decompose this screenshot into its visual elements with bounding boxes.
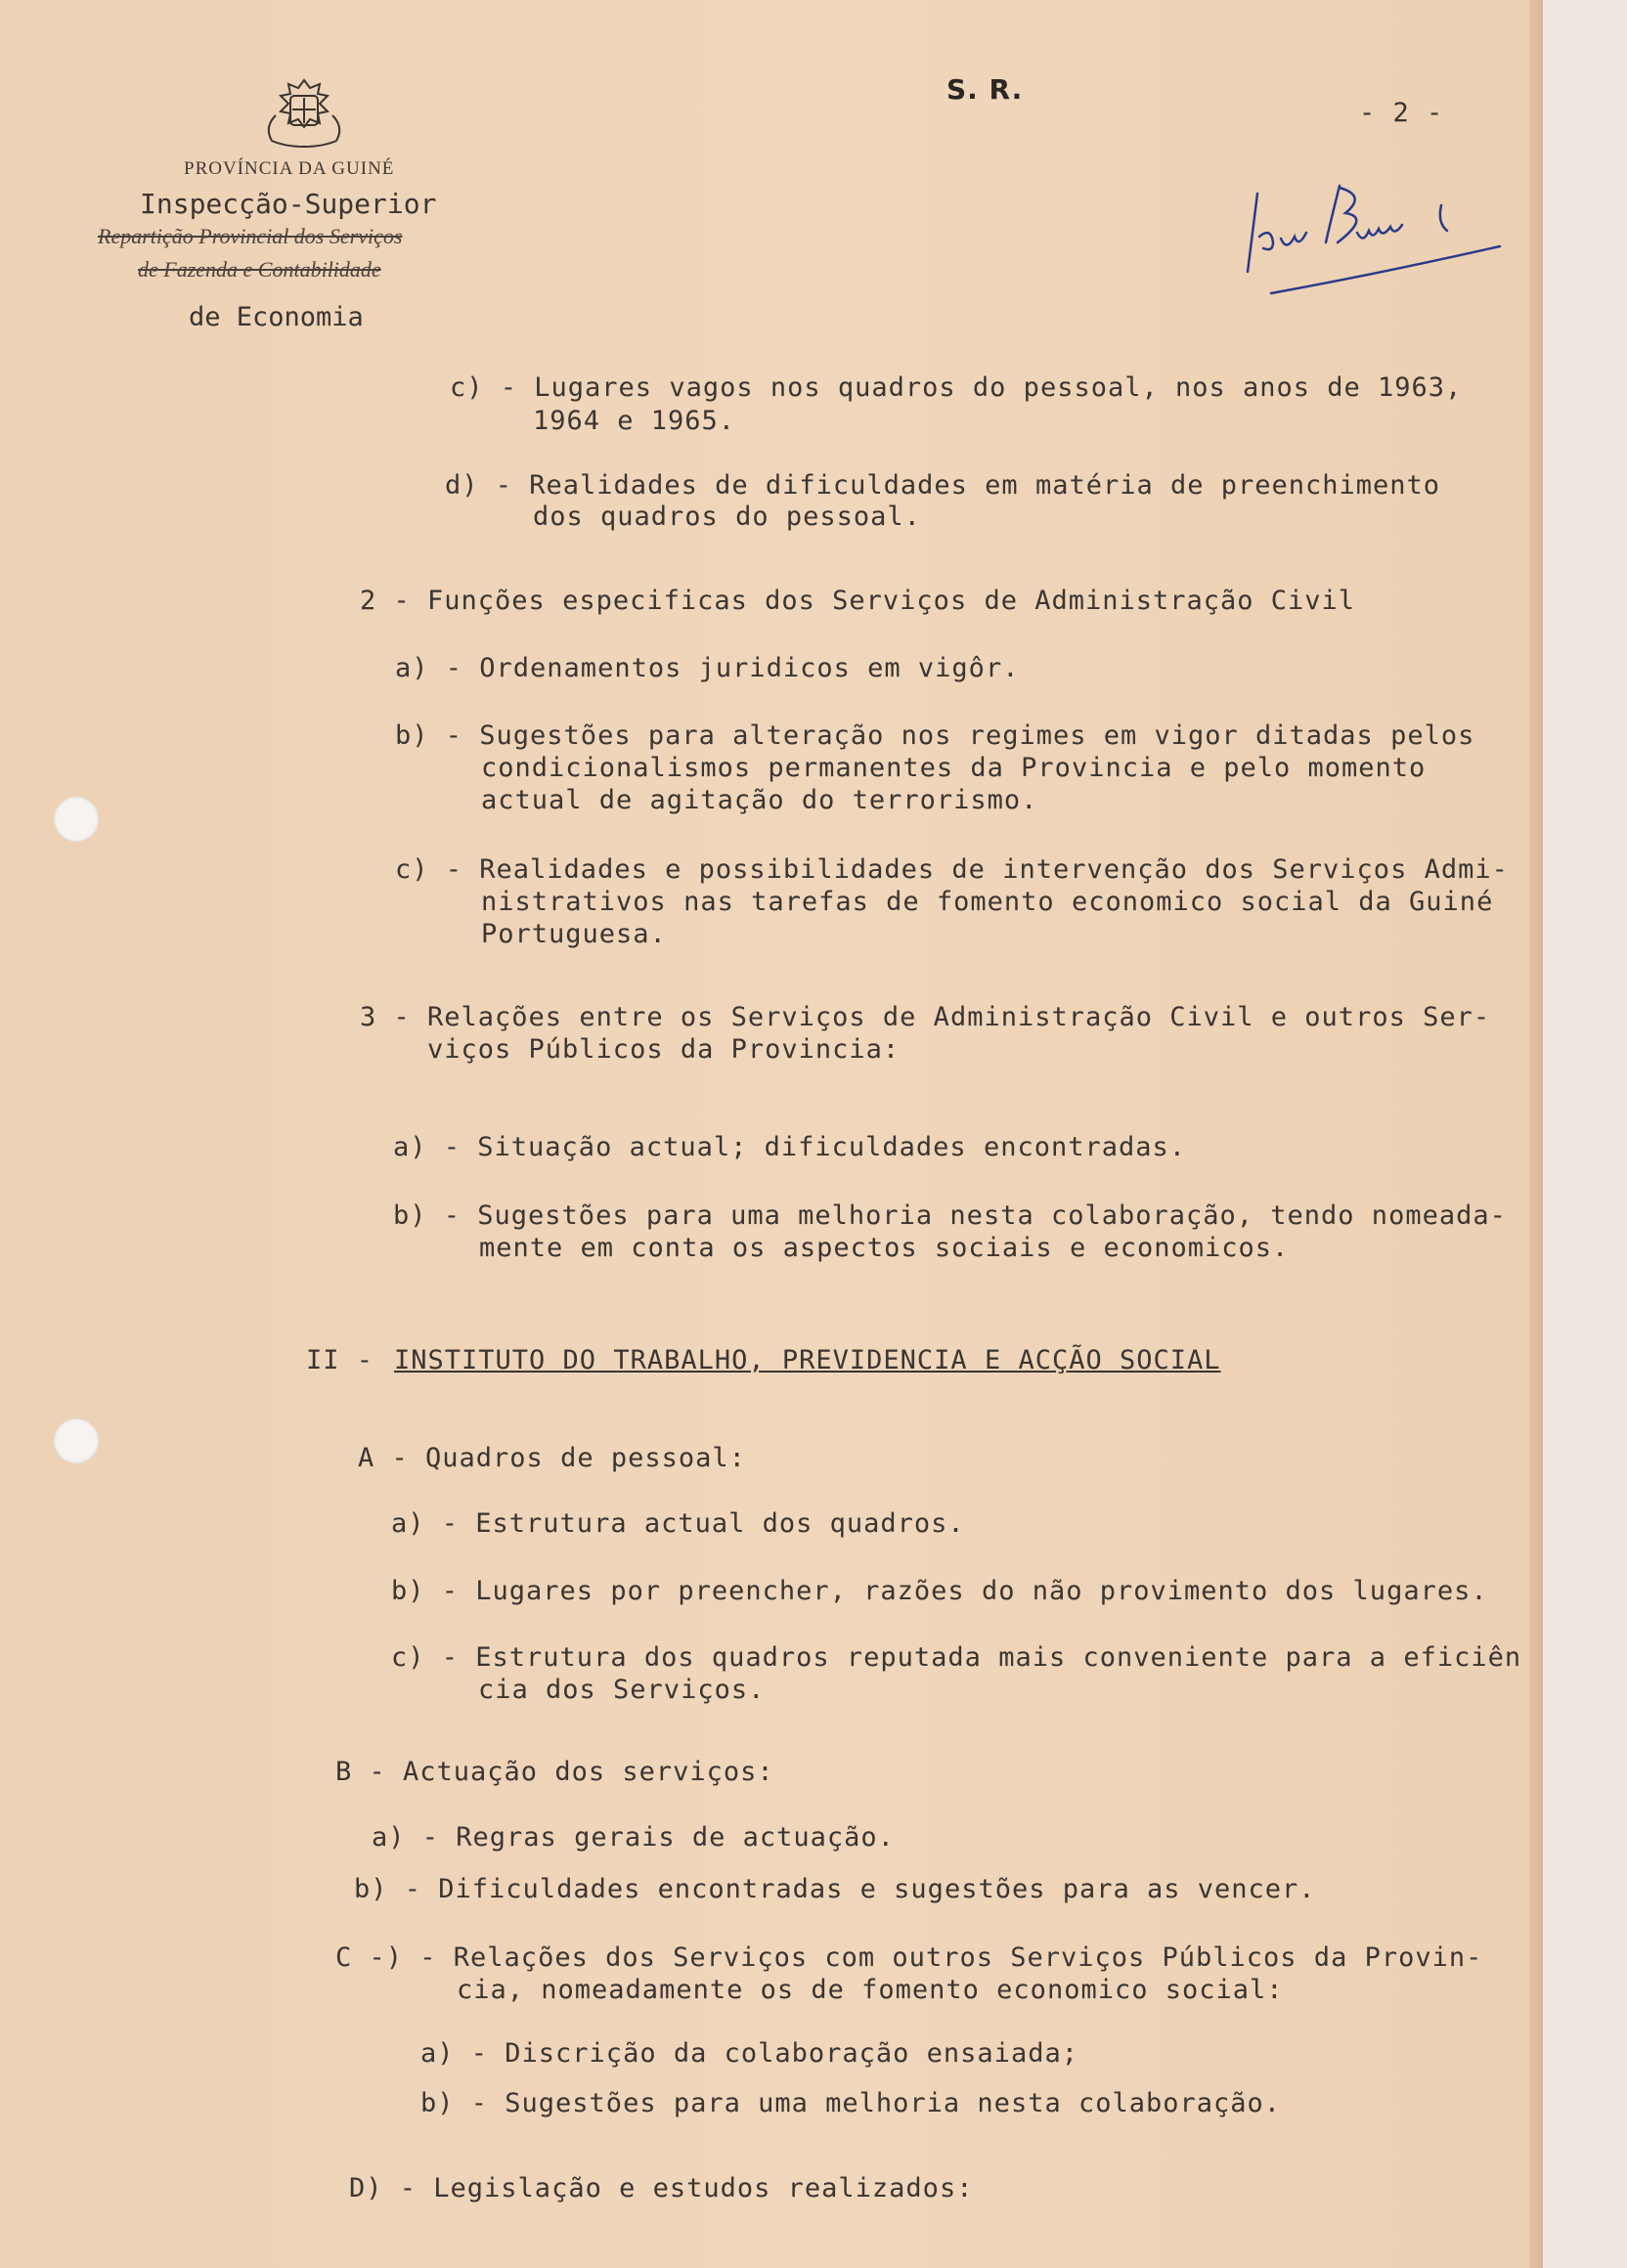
subsection-A-item-b: b) - Lugares por preencher, razões do não provimento dos lugares. [391, 1576, 1488, 1606]
section-3-item-a: a) - Situação actual; dificuldades encontradas. [393, 1132, 1187, 1162]
item-d-line-2: dos quadros do pessoal. [533, 502, 921, 532]
section-2-item-b-line-3: actual de agitação do terrorismo. [481, 785, 1038, 815]
section-3-item-b-line-1: b) - Sugestões para uma melhoria nesta colaboração, tendo nomeada- [393, 1200, 1507, 1231]
classification-mark: S. R. [946, 73, 1024, 106]
coat-of-arms-icon [256, 76, 352, 151]
section-3-heading-line-2: viços Públicos da Provincia: [427, 1034, 901, 1065]
page-number: - 2 - [1359, 98, 1444, 128]
item-c-line-2: 1964 e 1965. [533, 406, 736, 436]
subsection-C-line-2: cia, nomeadamente os de fomento economico social: [457, 1975, 1284, 2005]
page-edge [1529, 0, 1543, 2268]
province-name: PROVÍNCIA DA GUINÉ [184, 158, 395, 179]
section-2-item-c-line-2: nistrativos nas tarefas de fomento economico social da Guiné [481, 887, 1494, 917]
subsection-A-item-c-line-1: c) - Estrutura dos quadros reputada mais conveniente para a eficiên [391, 1642, 1522, 1673]
section-2-item-c-line-3: Portuguesa. [481, 919, 667, 949]
subsection-B-item-a: a) - Regras gerais de actuação. [372, 1822, 895, 1853]
item-c-line-1: c) - Lugares vagos nos quadros do pessoal, nos anos de 1963, [450, 372, 1463, 403]
punch-hole-top [54, 797, 99, 842]
punch-hole-bottom [54, 1418, 99, 1463]
subsection-C-item-a: a) - Discrição da colaboração ensaiada; [420, 2038, 1078, 2069]
struck-department-line-1: Repartição Provincial dos Serviços [98, 224, 403, 248]
handwritten-signature [1242, 176, 1506, 303]
subsection-A-item-c-line-2: cia dos Serviços. [478, 1675, 766, 1705]
office-name: Inspecção-Superior [140, 188, 437, 220]
subsection-B-item-b: b) - Dificuldades encontradas e sugestões para as vencer. [354, 1874, 1316, 1904]
part-II-numeral: II - [306, 1345, 374, 1375]
department-name: de Economia [189, 302, 364, 332]
subsection-A-heading: A - Quadros de pessoal: [358, 1443, 746, 1473]
item-d-line-1: d) - Realidades de dificuldades em matéria de preenchimento [445, 470, 1441, 501]
subsection-B-heading: B - Actuação dos serviços: [335, 1757, 774, 1787]
section-3-heading-line-1: 3 - Relações entre os Serviços de Administração Civil e outros Ser- [360, 1002, 1491, 1032]
struck-department-line-2: de Fazenda e Contabilidade [138, 257, 381, 282]
section-2-item-a: a) - Ordenamentos juridicos em vigôr. [395, 653, 1020, 683]
part-II-title: INSTITUTO DO TRABALHO, PREVIDENCIA E ACÇÃO SOCIAL [394, 1345, 1221, 1375]
subsection-C-item-b: b) - Sugestões para uma melhoria nesta colaboração. [420, 2088, 1282, 2118]
section-2-item-b-line-1: b) - Sugestões para alteração nos regimes em vigor ditadas pelos [395, 720, 1475, 751]
section-3-item-b-line-2: mente em conta os aspectos sociais e economicos. [479, 1233, 1290, 1263]
section-2-item-c-line-1: c) - Realidades e possibilidades de intervenção dos Serviços Admi- [395, 854, 1509, 885]
subsection-C-line-1: C -) - Relações dos Serviços com outros Serviços Públicos da Provin- [335, 1942, 1483, 1973]
subsection-D-heading: D) - Legislação e estudos realizados: [349, 2173, 974, 2203]
section-2-heading: 2 - Funções especificas dos Serviços de Administração Civil [360, 586, 1356, 616]
subsection-A-item-a: a) - Estrutura actual dos quadros. [391, 1508, 965, 1539]
section-2-item-b-line-2: condicionalismos permanentes da Provincia e pelo momento [481, 753, 1427, 783]
